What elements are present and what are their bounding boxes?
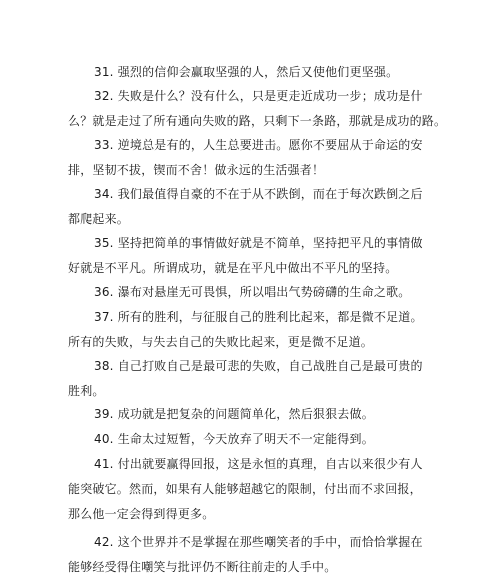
- quote-34: [68, 182, 423, 232]
- quote-line: 能突破它。然而，如果有人能够超越它的限制，付出而不求回报，: [68, 482, 422, 496]
- quote-line: 都爬起来。: [68, 212, 130, 226]
- quote-line: 好就是不平凡。所谓成功，就是在平凡中做出不平凡的坚持。: [68, 261, 398, 275]
- quote-line: 所有的失败，与失去自己的失败比起来，更是微不足道。: [68, 335, 374, 349]
- quote-line: 那么他一定会得到得更多。: [68, 507, 215, 521]
- quote-41: [68, 452, 423, 527]
- quote-line: 胜利。: [68, 384, 105, 398]
- quote-line: 排，坚韧不拔，锲而不舍！做永远的生活强者！: [68, 163, 325, 177]
- quote-33: [68, 133, 423, 183]
- quote-42: [68, 530, 423, 580]
- quote-line: 34. 我们最值得自豪的不在于从不跌倒，而在于每次跌倒之后: [94, 187, 423, 201]
- quote-line: 35. 坚持把简单的事情做好就是不简单，坚持把平凡的事情做: [94, 236, 423, 250]
- quote-36: [68, 280, 411, 305]
- quote-38: [68, 354, 423, 404]
- quote-line: 32. 失败是什么？没有什么，只是更走近成功一步；成功是什: [94, 89, 423, 103]
- quote-line: 33. 逆境总是有的，人生总要进击。愿你不要屈从于命运的安: [94, 138, 423, 152]
- quote-31: [68, 60, 408, 85]
- quote-line: 31. 强烈的信仰会赢取坚强的人，然后又使他们更坚强。: [94, 65, 399, 79]
- quote-line: 37. 所有的胜利，与征服自己的胜利比起来，都是微不足道。: [94, 310, 423, 324]
- quote-line: 42. 这个世界并不是掌握在那些嘲笑者的手中，而恰恰掌握在: [94, 535, 423, 549]
- quote-32: [68, 84, 447, 134]
- quote-37: [68, 305, 423, 355]
- quote-35: [68, 231, 423, 281]
- quote-line: 么？就是走过了所有通向失败的路，只剩下一条路，那就是成功的路。: [68, 114, 447, 128]
- quote-line: 41. 付出就要赢得回报，这是永恒的真理，自古以来很少有人: [94, 457, 423, 471]
- quote-line: 能够经受得住嘲笑与批评仍不断往前走的人手中。: [68, 560, 337, 574]
- quote-40: [68, 427, 408, 452]
- quote-line: 36. 瀑布对悬崖无可畏惧，所以唱出气势磅礴的生命之歌。: [94, 285, 411, 299]
- quote-line: 40. 生命太过短暂，今天放弃了明天不一定能得到。: [94, 432, 374, 446]
- quote-39: [68, 402, 408, 427]
- quote-line: 38. 自己打败自己是最可悲的失败，自己战胜自己是最可贵的: [94, 359, 423, 373]
- quote-line: 39. 成功就是把复杂的问题简单化，然后狠狠去做。: [94, 407, 374, 421]
